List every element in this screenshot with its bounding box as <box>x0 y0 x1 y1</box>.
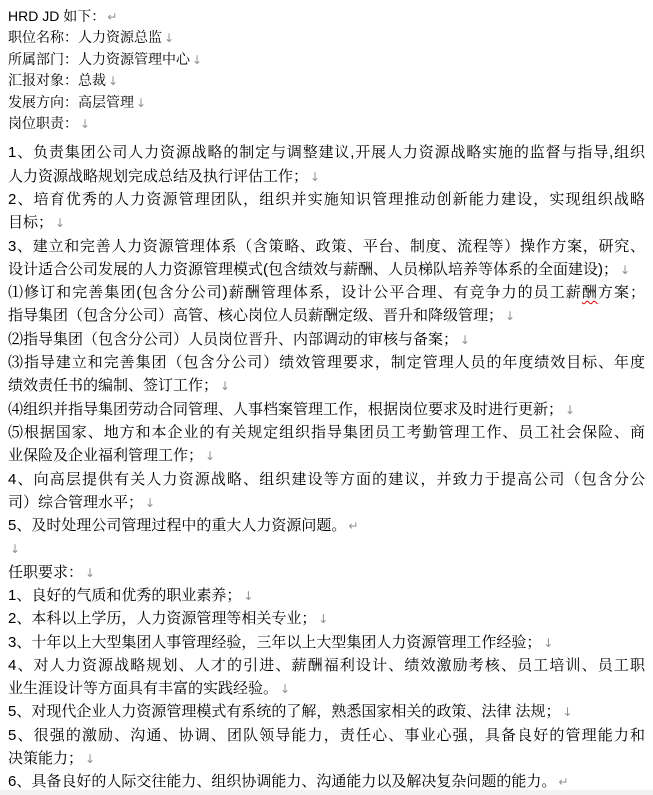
text-line[interactable] <box>8 188 645 211</box>
line-text: 指导集团（包含分公司）高管、核心岗位人员薪酬定级、晋升和降级管理； <box>8 307 504 325</box>
line-break-icon: ↓ <box>192 52 203 67</box>
text-line[interactable] <box>8 27 645 48</box>
text-line[interactable] <box>8 444 645 467</box>
text-line[interactable] <box>8 537 645 560</box>
line-break-icon: ↓ <box>108 74 119 89</box>
text-line[interactable] <box>8 211 645 234</box>
line-break-icon: ↓ <box>543 635 554 650</box>
text-line[interactable] <box>8 141 645 164</box>
line-text: 1、良好的气质和优秀的职业素养； <box>8 586 242 604</box>
text-line[interactable] <box>8 654 645 677</box>
text-line[interactable] <box>8 398 645 421</box>
line-text: 汇报对象：总裁 <box>8 72 106 89</box>
line-break-icon: ↓ <box>310 169 321 184</box>
line-text: 5、很强的激励、沟通、协调、团队领导能力，责任心、事业心强，具备良好的管理能力和 <box>8 726 645 744</box>
line-break-icon: ↓ <box>460 332 471 347</box>
line-break-icon: ↓ <box>620 262 631 277</box>
text-line[interactable] <box>8 351 645 374</box>
line-text: 所属部门：人力资源管理中心 <box>8 50 190 67</box>
line-text: 业保险及企业福利管理工作； <box>8 447 204 465</box>
line-break-icon: ↓ <box>164 31 175 46</box>
line-break-icon: ↓ <box>505 309 516 324</box>
line-break-icon: ↓ <box>10 542 21 557</box>
line-break-icon: ↓ <box>145 495 156 510</box>
line-text: ⑷组织并指导集团劳动合同管理、人事档案管理工作，根据岗位要求及时进行更新； <box>8 400 564 418</box>
text-line[interactable] <box>8 561 645 584</box>
text-line[interactable] <box>8 491 645 514</box>
line-text: 设计适合公司发展的人力资源管理模式(包含绩效与薪酬、人员梯队培养等体系的全面建设)； <box>8 260 618 278</box>
text-line[interactable] <box>8 70 645 91</box>
line-text: 司）综合管理水平； <box>8 493 144 511</box>
text-line[interactable] <box>8 677 645 700</box>
text-line[interactable] <box>8 258 645 281</box>
text-line[interactable] <box>8 281 645 304</box>
line-text: 职位名称：人力资源总监 <box>8 29 162 46</box>
line-text: 发展方向：高层管理 <box>8 93 134 110</box>
line-break-icon: ↓ <box>136 95 147 110</box>
line-text: 4、对人力资源战略规划、人才的引进、薪酬福利设计、绩效激励考核、员工培训、员工职 <box>8 656 645 674</box>
text-line[interactable] <box>8 631 645 654</box>
text-line[interactable] <box>8 607 645 630</box>
text-line[interactable] <box>8 724 645 747</box>
text-line[interactable] <box>8 328 645 351</box>
document-bottom-edge <box>0 790 653 795</box>
text-line[interactable] <box>8 165 645 188</box>
line-text: ⑶指导建立和完善集团（包含分公司）绩效管理要求，制定管理人员的年度绩效目标、年度 <box>8 354 645 372</box>
text-line[interactable] <box>8 92 645 113</box>
line-text: 绩效责任书的编制、签订工作； <box>8 377 219 395</box>
text-line[interactable] <box>8 584 645 607</box>
line-break-icon: ↓ <box>80 116 91 131</box>
line-text: 2、本科以上学历，人力资源管理等相关专业； <box>8 610 317 628</box>
line-break-icon: ↓ <box>562 705 573 720</box>
line-text: 目标； <box>8 214 54 232</box>
line-text: 岗位职责： <box>8 114 78 131</box>
line-break-icon: ↓ <box>243 588 254 603</box>
line-text: 任职要求： <box>8 563 84 581</box>
line-text: ⑸根据国家、地方和本企业的有关规定组织指导集团员工考勤管理工作、员工社会保险、商 <box>8 423 645 441</box>
line-break-icon: ↓ <box>205 449 216 464</box>
line-text: 5、对现代企业人力资源管理模式有系统的了解，熟悉国家相关的政策、法律 法规； <box>8 703 561 721</box>
line-break-icon: ↓ <box>85 752 96 767</box>
line-text: 2、培育优秀的人力资源管理团队，组织并实施知识管理推动创新能力建设，实现组织战略 <box>8 190 645 208</box>
text-line[interactable] <box>8 747 645 770</box>
line-text: 4、向高层提供有关人力资源战略、组织建设等方面的建议，并致力于提高公司（包含分公 <box>8 470 645 488</box>
line-break-icon: ↓ <box>565 402 576 417</box>
line-break-icon: ↓ <box>55 216 66 231</box>
line-text: 6、具备良好的人际交往能力、组织协调能力、沟通能力以及解决复杂问题的能力。 <box>8 773 557 791</box>
line-text: 1、负责集团公司人力资源战略的制定与调整建议,开展人力资源战略实施的监督与指导,组织 <box>8 144 645 162</box>
text-line[interactable] <box>8 374 645 397</box>
line-text: 方案； <box>597 284 645 302</box>
line-text: ⑴修订和完善集团(包含分公司)薪酬管理体系，设计公平合理、有竞争力的员工薪 <box>8 284 582 302</box>
line-text: ⑵指导集团（包含分公司）人员岗位晋升、内部调动的审核与备案； <box>8 330 459 348</box>
line-text: 业生涯设计等方面具有丰富的实践经验。 <box>8 680 279 698</box>
text-line[interactable] <box>8 514 645 537</box>
paragraph-mark-icon: ↵ <box>107 10 118 24</box>
line-text: 决策能力； <box>8 750 84 768</box>
text-line[interactable] <box>8 421 645 444</box>
line-text: 3、十年以上大型集团人事管理经验，三年以上大型集团人力资源管理工作经验； <box>8 633 542 651</box>
misspelled-word: 酬 <box>581 284 598 302</box>
line-text: 5、及时处理公司管理过程中的重大人力资源问题。 <box>8 517 347 535</box>
text-line[interactable] <box>8 6 645 27</box>
line-break-icon: ↓ <box>280 682 291 697</box>
line-break-icon: ↓ <box>220 379 231 394</box>
paragraph-mark-icon: ↵ <box>558 775 569 790</box>
text-line[interactable] <box>8 700 645 723</box>
text-line[interactable] <box>8 304 645 327</box>
text-line[interactable] <box>8 468 645 491</box>
line-break-icon: ↓ <box>85 565 96 580</box>
text-line[interactable] <box>8 113 645 134</box>
line-text: 3、建立和完善人力资源管理体系（含策略、政策、平台、制度、流程等）操作方案，研究、 <box>8 237 645 255</box>
line-text: 人力资源战略规划完成总结及执行评估工作； <box>8 167 309 185</box>
paragraph-mark-icon: ↵ <box>348 519 359 534</box>
line-break-icon: ↓ <box>318 612 329 627</box>
text-line[interactable] <box>8 235 645 258</box>
text-line[interactable] <box>8 49 645 70</box>
line-text: HRD JD 如下： <box>8 8 106 24</box>
